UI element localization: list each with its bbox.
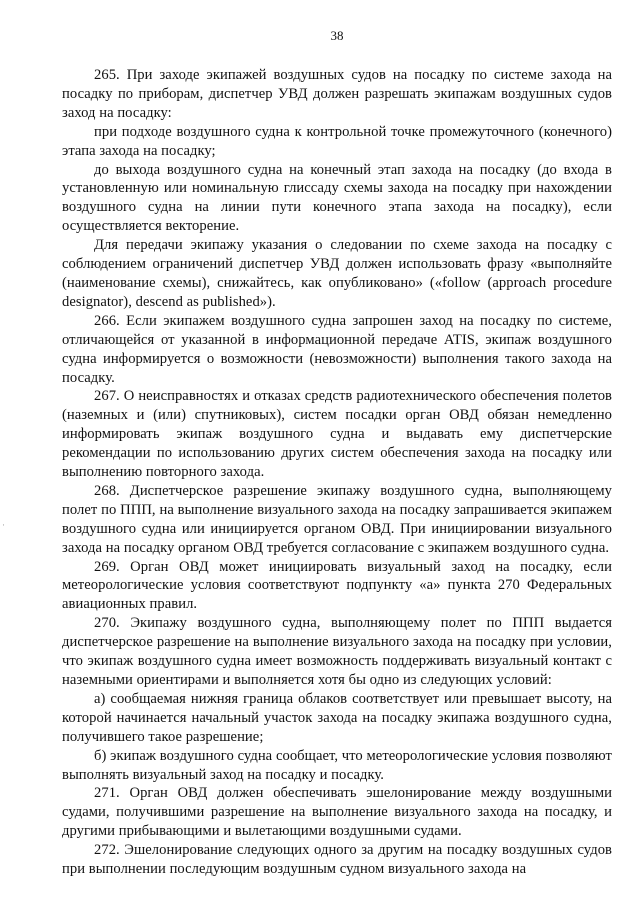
- paragraph-265: 265. При заходе экипажей воздушных судов на посадку по системе захода на посадку по приборам, диспетчер УВД должен разрешать экипажам воздушных судов заход на посадку:: [62, 67, 612, 121]
- paragraph-270: 270. Экипажу воздушного судна, выполняющему полет по ППП выдается диспетчерское разрешение на выполнение визуального захода на посадку при условии, что экипаж воздушного судна имеет возможность поддерживать визуальный контакт с наземными ориентирами и выполняется хотя бы одно из следующих условий:: [62, 615, 612, 688]
- document-body: [62, 66, 612, 879]
- margin-mark: ·: [2, 520, 5, 530]
- paragraph-266: 266. Если экипажем воздушного судна запрошен заход на посадку по системе, отличающейся от указанной в информационной передаче ATIS, экипаж воздушного судна информируется о возможности (невозможности) выполнения такого захода на посадку.: [62, 312, 612, 386]
- paragraph-265-item-1: при подходе воздушного судна к контрольной точке промежуточного (конечного) этапа захода на посадку;: [62, 123, 612, 159]
- paragraph-268: 268. Диспетчерское разрешение экипажу воздушного судна, выполняющему полет по ППП, на выполнение визуального захода на посадку запрашивается экипажем воздушного судна или инициируется органом ОВД. При инициировании визуального захода на посадку органом ОВД требуется согласование с экипажем воздушного судна.: [62, 482, 612, 556]
- paragraph-265-phrase: Для передачи экипажу указания о следовании по схеме захода на посадку с соблюдением ограничений диспетчер УВД должен использовать фразу «выполняйте (наименование схемы), снижайтесь, как опубликовано» («follow (approach procedure designator), descend as published»).: [62, 237, 612, 310]
- paragraph-272: 272. Эшелонирование следующих одного за другим на посадку воздушных судов при выполнении последующим воздушным судном визуального захода на: [62, 842, 612, 878]
- page-number: 38: [330, 28, 344, 43]
- paragraph-267: 267. О неисправностях и отказах средств радиотехнического обеспечения полетов (наземных и (или) спутниковых), систем посадки орган ОВД обязан немедленно информировать экипаж воздушного судна и выдавать ему диспетчерские рекомендации по использованию других систем обеспечения захода на посадку или выполнению повторного захода.: [62, 388, 612, 481]
- paragraph-269: 269. Орган ОВД может инициировать визуальный заход на посадку, если метеорологические условия соответствуют подпункту «а» пункта 270 Федеральных авиационных правил.: [62, 558, 612, 613]
- paragraph-270-item-b: б) экипаж воздушного судна сообщает, что метеорологические условия позволяют выполнять визуальный заход на посадку и посадку.: [62, 747, 612, 783]
- paragraph-265-item-2: до выхода воздушного судна на конечный этап захода на посадку (до входа в установленную или номинальную глиссаду схемы захода на посадку при нахождении воздушного судна на линии пути конечного этапа захода на посадку), если осуществляется векторение.: [62, 161, 612, 235]
- paragraph-270-item-a: а) сообщаемая нижняя граница облаков соответствует или превышает высоту, на которой начинается начальный участок захода на посадку экипажа воздушного судна, получившего такое разрешение;: [62, 690, 612, 745]
- paragraph-271: 271. Орган ОВД должен обеспечивать эшелонирование между воздушными судами, получившими разрешение на выполнение визуального захода на посадку, и другими прибывающими и вылетающими воздушными судами.: [62, 785, 612, 840]
